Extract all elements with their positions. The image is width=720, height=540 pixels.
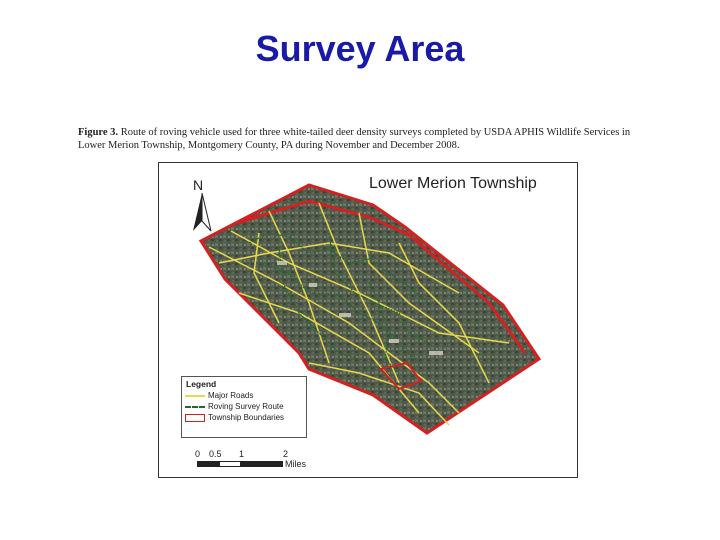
caption-label: Figure 3. — [78, 127, 119, 138]
scale-tick: 0.5 — [209, 449, 222, 459]
north-label: N — [193, 177, 204, 193]
boundary-symbol — [185, 414, 205, 422]
route-symbol — [185, 403, 205, 411]
north-arrow — [189, 177, 215, 233]
north-arrow-icon — [189, 193, 215, 233]
scale-segment — [197, 461, 219, 467]
map-legend — [181, 376, 307, 438]
caption-text: Route of roving vehicle used for three white-tailed deer density surveys completed by USDA APHIS Wildlife Services in Lower Merion Township, Montgomery County, PA during November and December 2008. — [78, 127, 631, 151]
road-symbol — [185, 392, 205, 400]
legend-label: Major Roads — [208, 391, 254, 400]
figure-caption — [78, 126, 658, 152]
legend-label: Township Boundaries — [208, 413, 285, 422]
legend-item — [185, 390, 306, 401]
legend-title: Legend — [186, 379, 217, 389]
map-figure — [158, 162, 578, 478]
scale-tick: 0 — [195, 449, 201, 459]
scale-tick: 1 — [239, 449, 245, 459]
scale-bar — [195, 449, 395, 473]
scale-segment — [241, 461, 283, 467]
scale-tick: 2 — [283, 449, 289, 459]
legend-item — [185, 412, 306, 423]
legend-item — [185, 401, 306, 412]
legend-label: Roving Survey Route — [208, 402, 284, 411]
scale-segment — [219, 461, 241, 467]
scale-unit: Miles — [285, 459, 307, 469]
slide-title: Survey Area — [255, 28, 465, 69]
map-title: Lower Merion Township — [369, 175, 537, 192]
